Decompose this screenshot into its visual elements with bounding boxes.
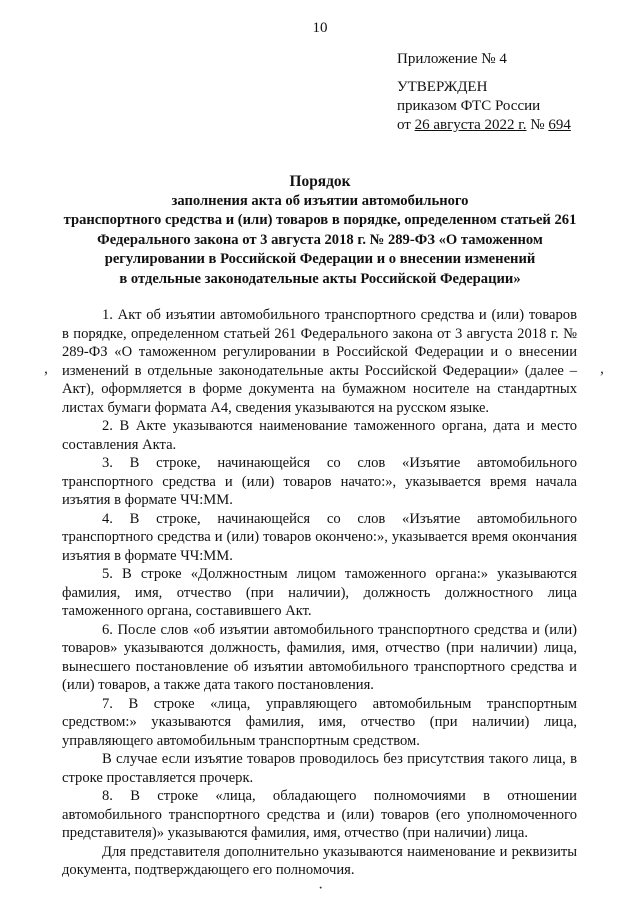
title-line: Федерального закона от 3 августа 2018 г. № 289-ФЗ «О таможенном [97,231,543,248]
paragraph-7-note: В случае если изъятие товаров проводилось без присутствия такого лица, в строке проставляется прочерк. [62,751,577,786]
paragraph-2: 2. В Акте указываются наименование таможенного органа, дата и место составления Акта. [62,418,577,453]
number-prefix: № [530,117,545,133]
title-heading: Порядок [289,173,351,190]
title-line: заполнения акта об изъятии автомобильного [171,192,469,209]
page-number: 10 [312,20,328,36]
document-title [60,172,580,290]
scan-mark: , [44,360,48,377]
approved-by-order: приказом ФТС России [397,98,541,114]
scan-mark: · [318,880,324,897]
paragraph-5: 5. В строке «Должностным лицом таможенного органа:» указываются фамилия, имя, отчество (при наличии), должность должностного лица таможенного органа, составившего Акт. [62,566,577,619]
paragraph-1: 1. Акт об изъятии автомобильного транспортного средства и (или) товаров в порядке, определенном статьей 261 Федерального закона от 3 августа 2018 г. № 289-ФЗ «О таможенном регулировании в Российской Федерации и о внесении изменений в отдельные законодательные акты Российской Федерации» (далее – Акт), оформляется в форме документа на бумажном носителе на стандартных листах бумаги формата А4, сведения указываются на русском языке. [62,307,577,416]
paragraph-3: 3. В строке, начинающейся со слов «Изъятие автомобильного транспортного средства и (или) товаров начато:», указывается время начала изъятия в формате ЧЧ:ММ. [62,455,577,508]
paragraph-6: 6. После слов «об изъятии автомобильного транспортного средства и (или) товаров» указываются должность, фамилия, имя, отчество (при наличии) лица, вынесшего постановление об изъятии автомобильного транспортного средства и (или) товаров, а также дата такого постановления. [62,621,577,693]
paragraph-7: 7. В строке «лица, управляющего автомобильным транспортным средством:» указываются фамилия, имя, отчество (при наличии) лица, управляющего автомобильным транспортным средством. [62,695,577,749]
approved-label: УТВЕРЖДЕН [397,79,488,95]
title-line: регулировании в Российской Федерации и о внесении изменений [104,251,536,268]
scan-mark: , [600,360,604,377]
appendix-label: Приложение № 4 [397,51,507,67]
paragraph-8: 8. В строке «лица, обладающего полномочиями в отношении автомобильного транспортного средства и (или) товаров (его уполномоченного представителя)» указываются фамилия, имя, отчество (при наличии) лица. [62,788,577,841]
date-prefix: от [397,117,411,133]
title-line: транспортного средства и (или) товаров в порядке, определенном статьей 261 [63,212,577,229]
title-line: в отдельные законодательные акты Российской Федерации» [119,270,521,287]
paragraph-4: 4. В строке, начинающейся со слов «Изъятие автомобильного транспортного средства и (или) товаров окончено:», указывается время окончания изъятия в формате ЧЧ:ММ. [62,510,577,564]
order-date-line [397,116,571,135]
paragraph-8-note: Для представителя дополнительно указываются наименование и реквизиты документа, подтверждающего его полномочия. [62,843,577,878]
order-date: 26 августа 2022 г. [414,117,527,133]
approval-block [397,50,571,135]
document-body [62,306,577,880]
order-number: 694 [548,117,571,133]
